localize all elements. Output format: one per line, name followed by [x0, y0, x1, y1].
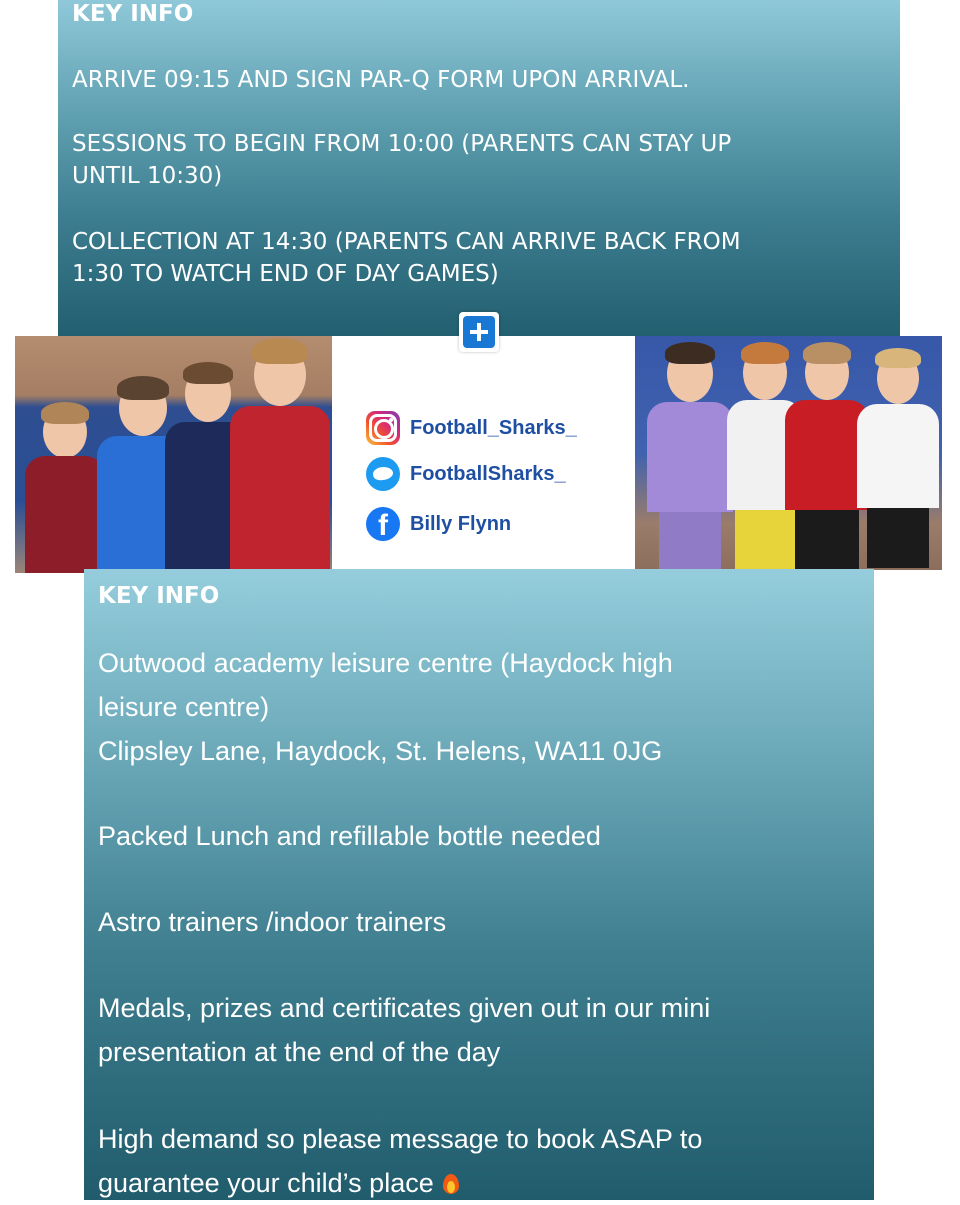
booking-line-continued	[98, 1161, 858, 1205]
booking-line: High demand so please message to book ASAP to	[98, 1124, 703, 1154]
sessions-line: SESSIONS TO BEGIN FROM 10:00 (PARENTS CAN STAY UP	[72, 131, 732, 157]
key-info-title: KEY INFO	[98, 583, 220, 609]
twitter-icon	[366, 457, 400, 491]
collection-line: COLLECTION AT 14:30 (PARENTS CAN ARRIVE BACK FROM	[72, 229, 741, 255]
instagram-icon	[366, 411, 400, 445]
kids-photo-right	[635, 336, 942, 570]
fire-icon	[442, 1170, 460, 1194]
twitter-handle: FootballSharks_	[410, 462, 566, 485]
venue-line-continued: leisure centre)	[98, 692, 270, 722]
lunch-line: Packed Lunch and refillable bottle needed	[98, 821, 601, 851]
sessions-line-continued: UNTIL 10:30)	[72, 163, 223, 189]
collection-line-continued: 1:30 TO WATCH END OF DAY GAMES)	[72, 261, 499, 287]
key-info-title: KEY INFO	[72, 1, 194, 27]
instagram-link[interactable]	[366, 410, 577, 446]
footwear-line: Astro trainers /indoor trainers	[98, 907, 447, 937]
instagram-handle: Football_Sharks_	[410, 416, 577, 439]
medals-line: Medals, prizes and certificates given out in our mini	[98, 993, 711, 1023]
key-info-panel-bottom	[84, 569, 874, 1200]
arrival-line: ARRIVE 09:15 AND SIGN PAR-Q FORM UPON ARRIVAL.	[72, 67, 690, 93]
address-line: Clipsley Lane, Haydock, St. Helens, WA11 0JG	[98, 736, 663, 766]
social-links	[332, 336, 635, 570]
plus-badge-icon	[459, 312, 499, 352]
venue-line: Outwood academy leisure centre (Haydock high	[98, 648, 673, 678]
medals-line-continued: presentation at the end of the day	[98, 1037, 501, 1067]
facebook-handle: Billy Flynn	[410, 512, 512, 535]
booking-text: guarantee your child’s place	[98, 1168, 434, 1198]
kids-photo-left	[15, 336, 332, 573]
twitter-link[interactable]	[366, 456, 566, 492]
key-info-panel-top	[58, 0, 900, 336]
facebook-icon: f	[366, 507, 400, 541]
facebook-link[interactable]	[366, 506, 511, 542]
